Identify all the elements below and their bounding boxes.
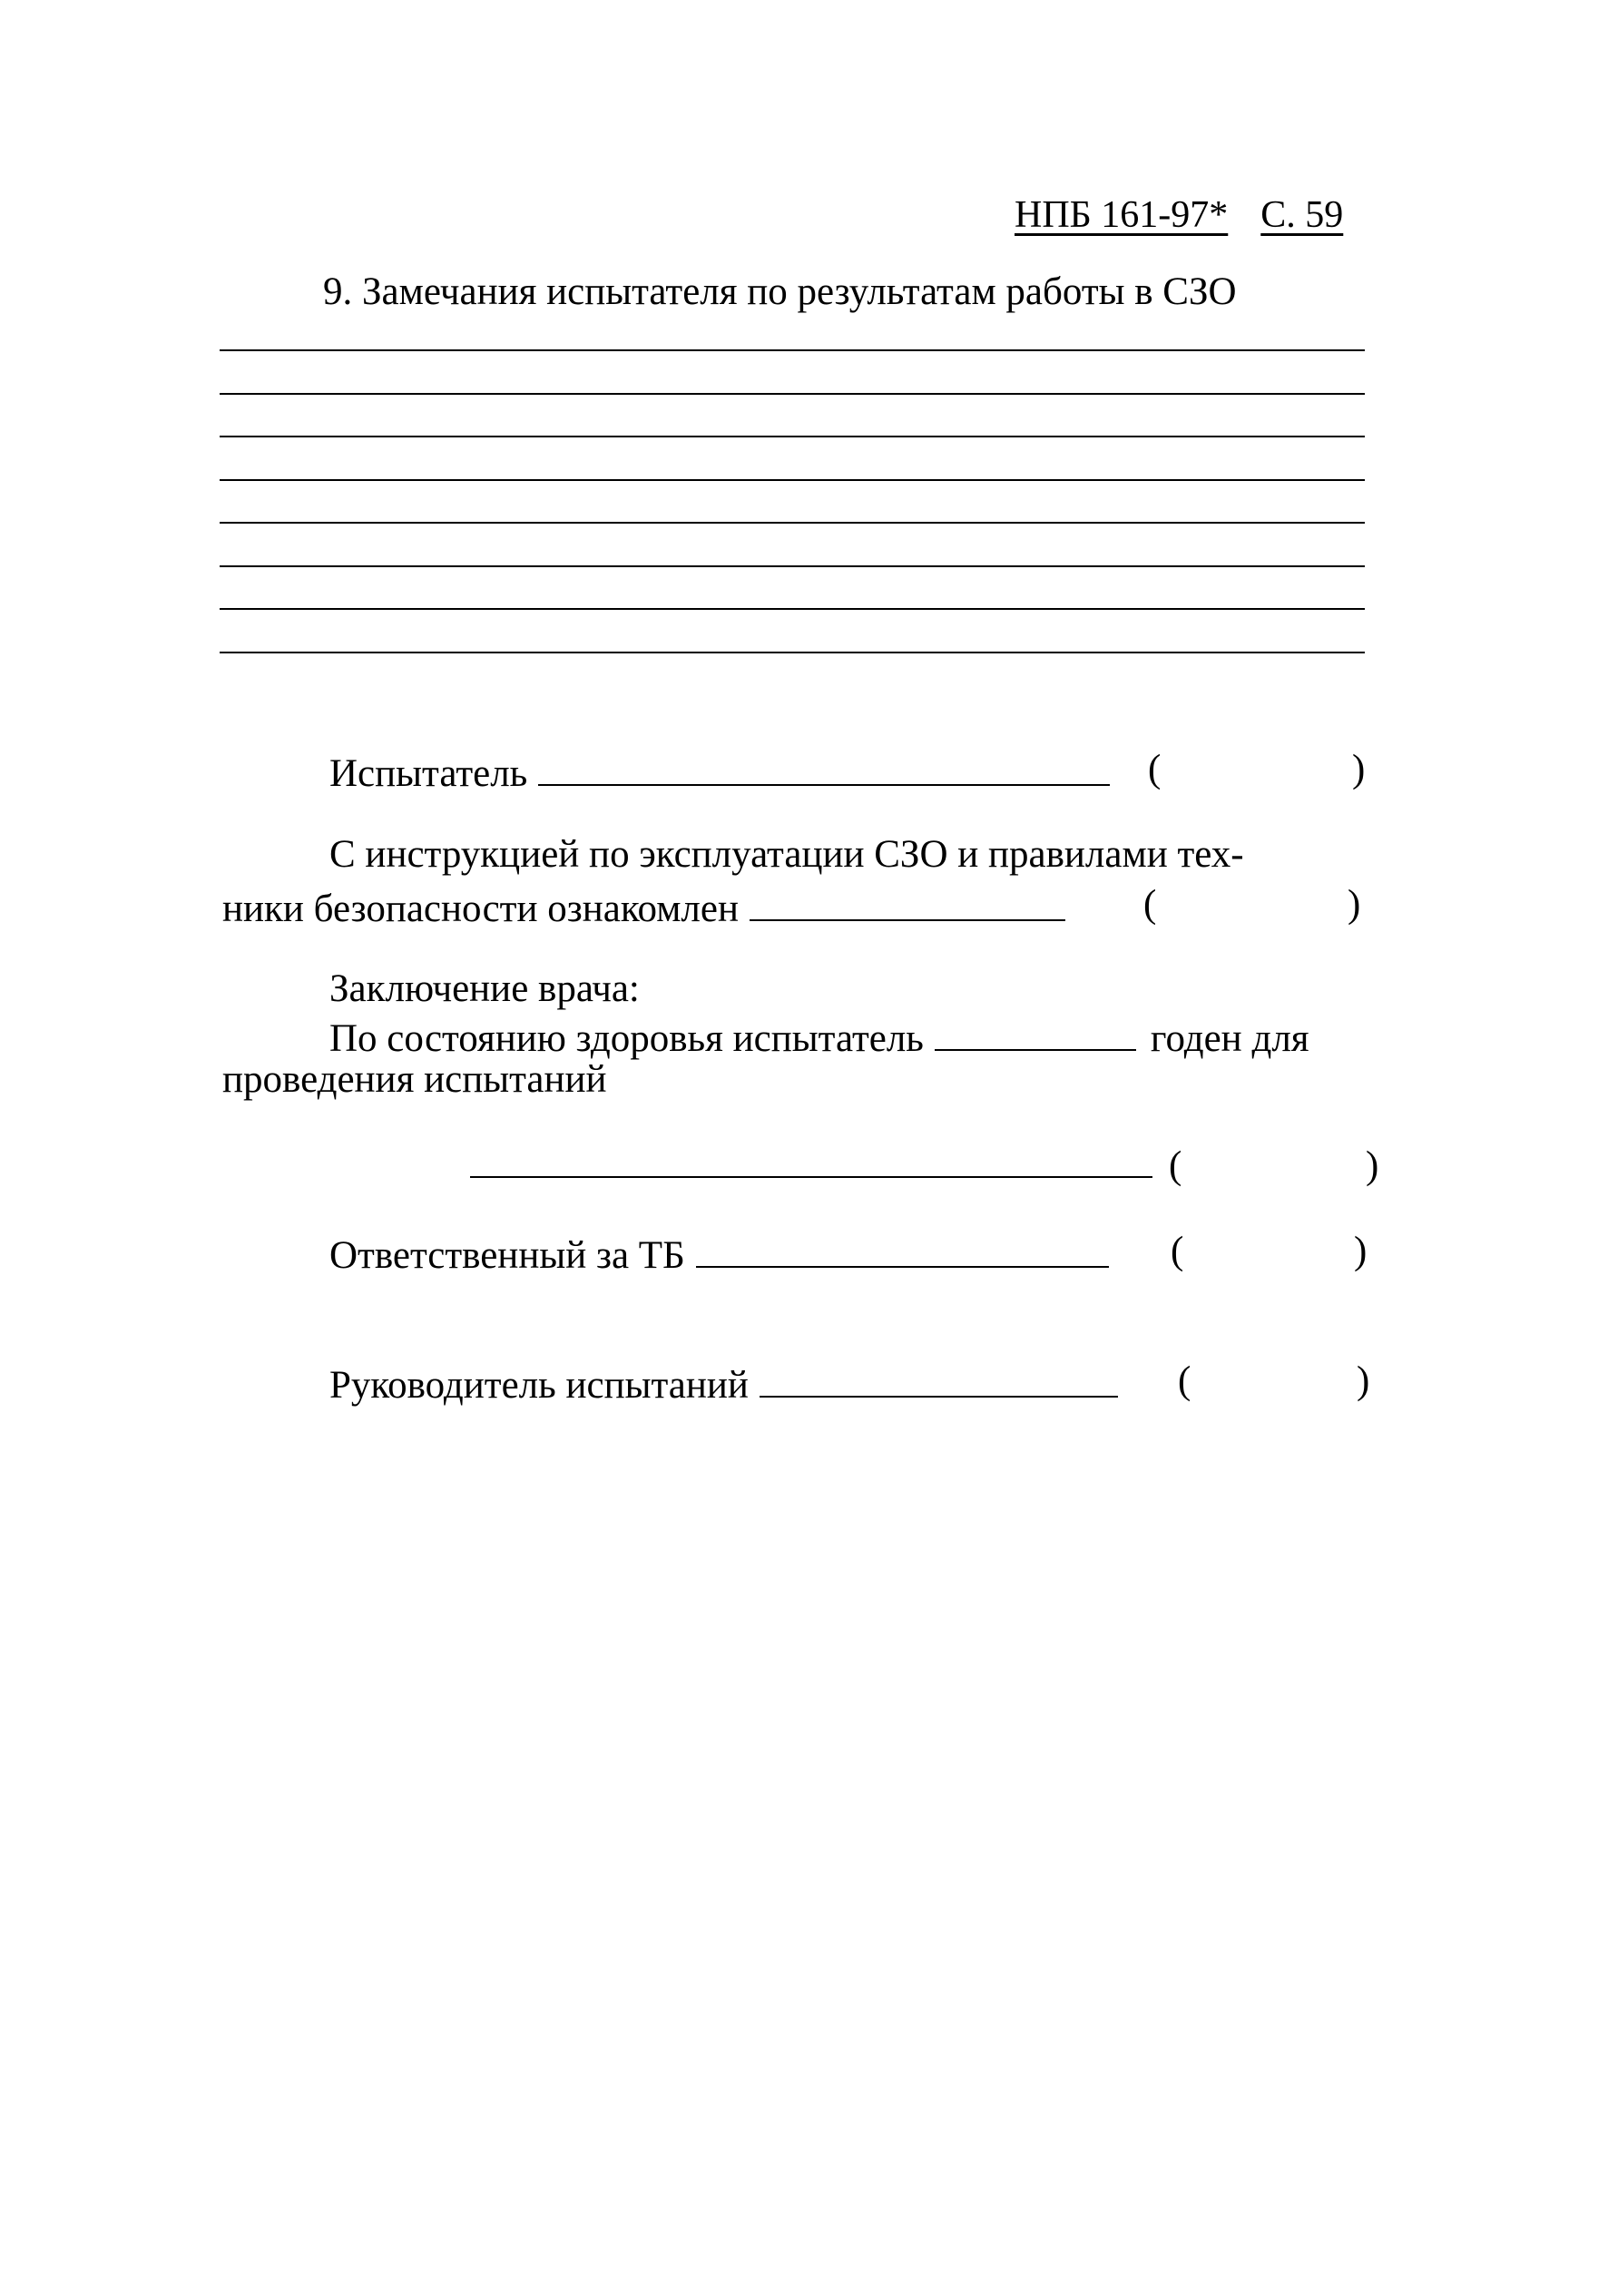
doctor-text-end: годен для xyxy=(1150,1017,1309,1060)
head-close-paren: ) xyxy=(1357,1359,1370,1402)
doctor-heading: Заключение врача: xyxy=(329,967,640,1010)
familiarized-row xyxy=(222,885,1065,928)
remark-line[interactable] xyxy=(220,608,1365,610)
tester-row xyxy=(329,750,1110,793)
familiarized-text-line2: ники безопасности ознакомлен xyxy=(222,888,739,930)
tester-close-paren: ) xyxy=(1352,748,1366,790)
remark-line[interactable] xyxy=(220,479,1365,481)
page-header xyxy=(1015,193,1343,237)
doctor-close-paren: ) xyxy=(1366,1144,1379,1187)
head-signature-field[interactable] xyxy=(760,1361,1118,1398)
safety-signature-field[interactable] xyxy=(696,1231,1109,1268)
safety-row xyxy=(329,1231,1109,1275)
remark-line[interactable] xyxy=(220,565,1365,567)
section-title: 9. Замечания испытателя по результатам работы в СЗО xyxy=(323,270,1237,313)
remark-line[interactable] xyxy=(220,522,1365,524)
doctor-signature-field[interactable] xyxy=(470,1176,1152,1178)
safety-close-paren: ) xyxy=(1354,1230,1368,1272)
head-label: Руководитель испытаний xyxy=(329,1364,749,1407)
remark-line[interactable] xyxy=(220,652,1365,653)
doctor-open-paren: ( xyxy=(1169,1144,1182,1187)
doctor-text-start: По состоянию здоровья испытатель xyxy=(329,1017,924,1060)
familiarized-open-paren: ( xyxy=(1143,883,1157,926)
familiarized-text-line1: С инструкцией по эксплуатации СЗО и правилами тех- xyxy=(329,833,1244,876)
page-number: С. 59 xyxy=(1260,194,1344,236)
document-code: НПБ 161-97* xyxy=(1015,194,1229,236)
familiarized-signature-field[interactable] xyxy=(750,885,1065,921)
tester-signature-field[interactable] xyxy=(538,750,1110,786)
head-open-paren: ( xyxy=(1178,1359,1191,1402)
tester-open-paren: ( xyxy=(1148,748,1162,790)
doctor-tester-field[interactable] xyxy=(935,1015,1136,1051)
head-row xyxy=(329,1361,1118,1405)
doctor-row xyxy=(329,1015,1309,1058)
tester-label: Испытатель xyxy=(329,752,528,795)
familiarized-close-paren: ) xyxy=(1348,883,1361,926)
safety-label: Ответственный за ТБ xyxy=(329,1234,685,1277)
doctor-text-line2: проведения испытаний xyxy=(222,1058,607,1101)
remark-line[interactable] xyxy=(220,349,1365,351)
remark-line[interactable] xyxy=(220,393,1365,395)
remark-line[interactable] xyxy=(220,436,1365,437)
safety-open-paren: ( xyxy=(1171,1230,1184,1272)
